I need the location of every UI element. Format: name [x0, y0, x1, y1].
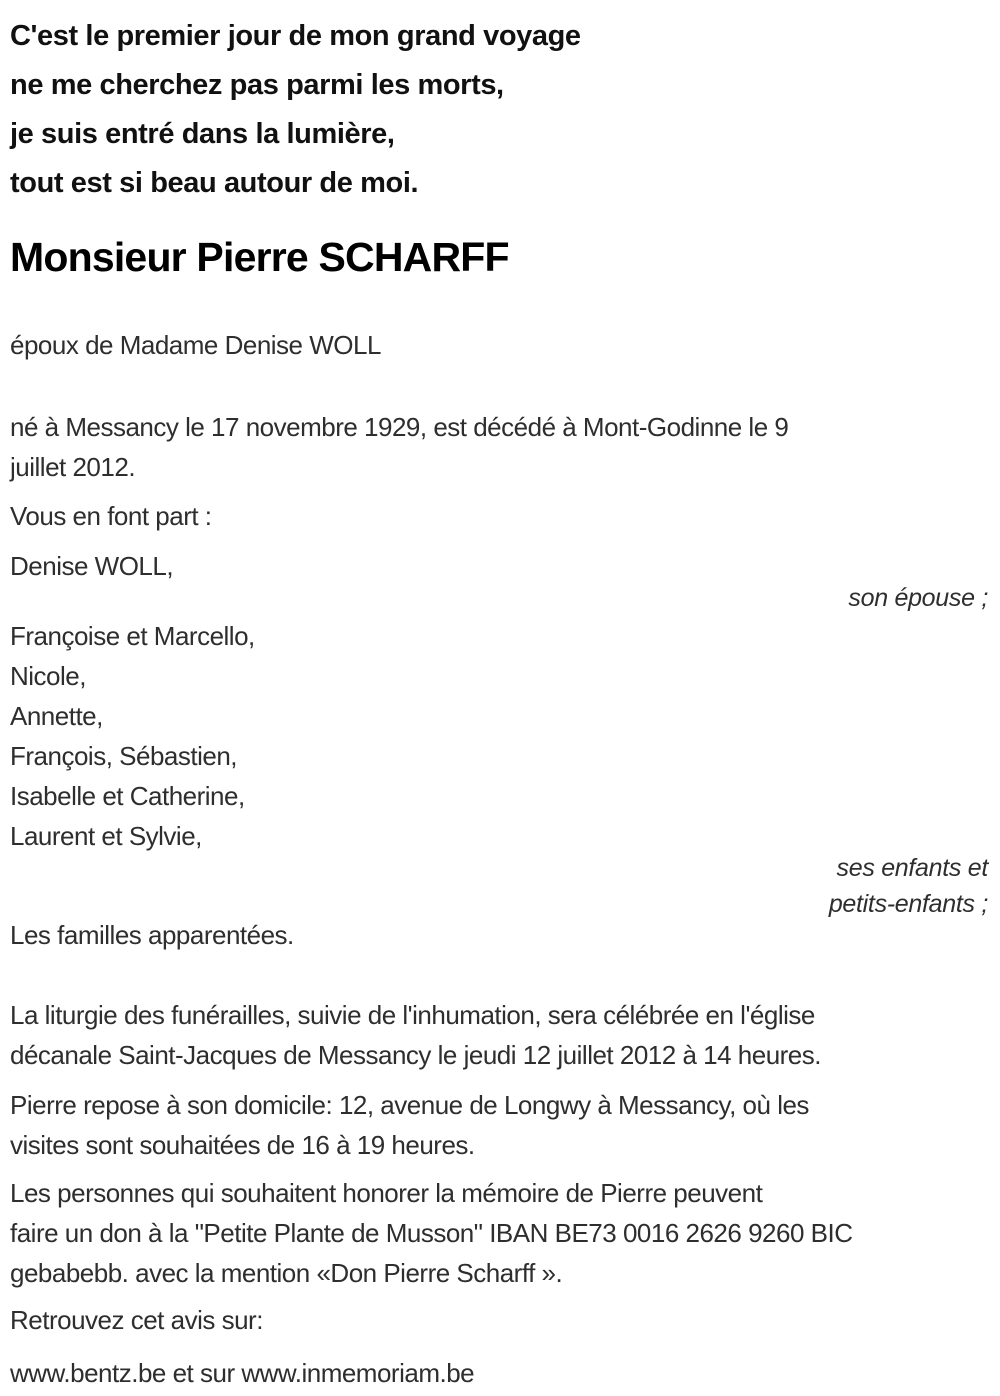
donation-paragraph [10, 1173, 988, 1293]
child-name-line: Nicole, [10, 661, 86, 691]
funeral-line: décanale Saint-Jacques de Messancy le jeudi 12 juillet 2012 à 14 heures. [10, 1040, 821, 1070]
children-role-line: petits-enfants ; [828, 890, 988, 918]
child-name-line: Annette, [10, 701, 103, 731]
related-families-line: Les familles apparentées. [10, 920, 294, 950]
find-notice-label: Retrouvez cet avis sur: [10, 1305, 263, 1335]
quote-line: tout est si beau autour de moi. [10, 167, 419, 199]
repose-line: visites sont souhaitées de 16 à 19 heures. [10, 1130, 475, 1160]
birth-death-line: né à Messancy le 17 novembre 1929, est décédé à Mont-Godinne le 9 [10, 412, 789, 442]
wife-role-label: son épouse ; [848, 584, 988, 612]
quote-line: ne me cherchez pas parmi les morts, [10, 69, 504, 101]
opening-quote [10, 12, 988, 208]
child-name-line: Laurent et Sylvie, [10, 821, 202, 851]
birth-death-paragraph [10, 407, 988, 487]
donation-line: Les personnes qui souhaitent honorer la mémoire de Pierre peuvent [10, 1178, 763, 1208]
wife-name: Denise WOLL, [10, 551, 174, 581]
children-role-label [10, 850, 988, 922]
child-name-line: Françoise et Marcello, [10, 621, 255, 651]
child-name-line: Isabelle et Catherine, [10, 781, 245, 811]
websites-line: www.bentz.be et sur www.inmemoriam.be [10, 1358, 475, 1388]
quote-line: C'est le premier jour de mon grand voyage [10, 20, 581, 52]
children-role-line: ses enfants et [836, 854, 988, 882]
announcement-label: Vous en font part : [10, 501, 212, 531]
birth-death-line: juillet 2012. [10, 452, 136, 482]
page-title: Monsieur Pierre SCHARFF [10, 234, 509, 280]
spouse-line: époux de Madame Denise WOLL [10, 330, 381, 360]
donation-line: faire un don à la "Petite Plante de Musson" IBAN BE73 0016 2626 9260 BIC [10, 1218, 853, 1248]
child-name-line: François, Sébastien, [10, 741, 238, 771]
funeral-paragraph [10, 995, 988, 1075]
children-names-list [10, 616, 988, 856]
repose-line: Pierre repose à son domicile: 12, avenue de Longwy à Messancy, où les [10, 1090, 809, 1120]
donation-line: gebabebb. avec la mention «Don Pierre Scharff ». [10, 1258, 563, 1288]
quote-line: je suis entré dans la lumière, [10, 118, 395, 150]
funeral-line: La liturgie des funérailles, suivie de l'inhumation, sera célébrée en l'église [10, 1000, 815, 1030]
repose-paragraph [10, 1085, 988, 1165]
